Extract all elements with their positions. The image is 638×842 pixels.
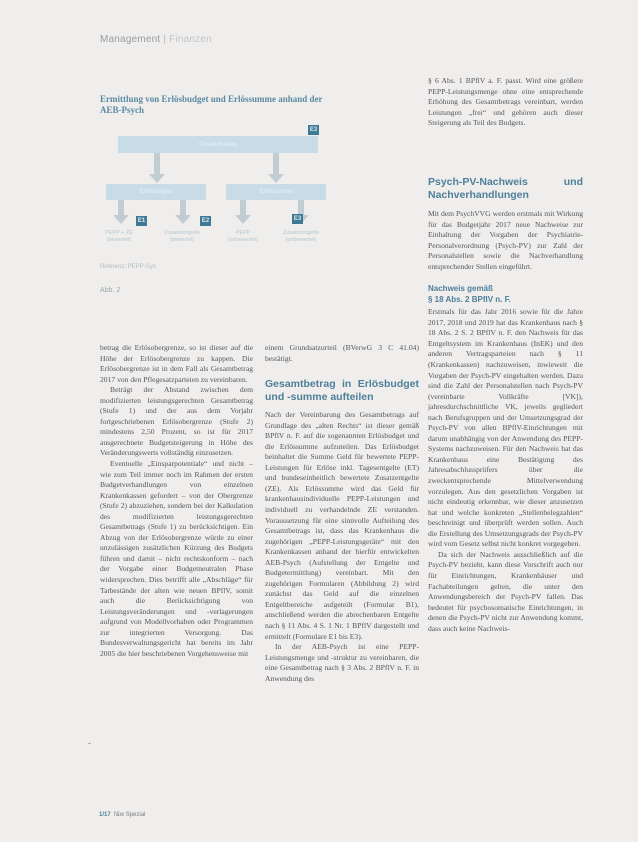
paragraph: Beträgt der Abstand zwischen dem modifizierten leistungsgerechten Gesamtbetrag (Stufe 1) und der aus dem Vorjahr fortgeschriebenen Erlösobergrenze (Stufe 2) mindestens 2,50 Prozent, so ist für 2017 ausgerechnete Budgetsteigerung in Höhe des Veränderungswerts vollständig einzusetzen.	[100, 385, 253, 458]
badge-e2: E2	[201, 218, 210, 224]
column-right	[428, 176, 583, 634]
section-name: Management	[100, 34, 161, 45]
arrow-down-icon	[175, 215, 191, 224]
page-number: 1/17	[99, 812, 111, 818]
arrow-down-icon	[149, 174, 165, 183]
heading-gesamtbetrag: Gesamtbetrag in Erlösbudget und -summe aufteilen	[265, 378, 419, 404]
section-label	[100, 34, 212, 45]
paragraph: Erstmals für das Jahr 2016 sowie für die Jahre 2017, 2018 und 2019 hat das Krankenhaus nach § 18 Abs. 2 S. 2 BPflV n. F. den Nachweis für das Entgeltsystem im Krankenhaus (InEK) und den anderen Vertragsparteien nach § 11 (Krankenkassen) nachzuweisen, inwieweit die Vorgaben der Psych-PV eingehalten werden. Dazu sind die Zahl der Personalstellen nach Psych-PV (vereinbarte Vollkräfte [VK]), jahresdurchschnittliche VK, jeweils gegliedert nach Berufsgruppen und der Umsetzungsgrad der Psych-PV von allen BPflV-Einrichtungen mit darum unabhängig von der Anwendung des PEPP-Systems nachzuweisen. Für den Nachweis hat das Krankenhaus eine Bestätigung des Jahresabschlussprüfers über die zweckentsprechende Mittelverwendung vorzulegen. Aus den gesetzlichen Vorgaben ist nicht eindeutig erkennbar, wie dieser anzusetzen hat und welche konkreten „Stellenbelegzahlen“ beschreinigt und überprüft werden sollen. Auch die Erstellung des Umsetzungsgrads der Psych-PV wird vom Gesetz selbst nicht konkret vorgegeben.	[428, 307, 583, 549]
arrow-stem	[180, 200, 186, 216]
gesamtbetrag-box: Gesamtbetrag	[118, 136, 318, 153]
bottom-label-1: PEPP + ZE (bewertet)	[105, 230, 133, 243]
subheading-paragraph: § 18 Abs. 2 BPflV n. F.	[428, 294, 511, 304]
column-right-top	[428, 76, 583, 129]
column-left	[100, 343, 253, 659]
arrow-down-icon	[235, 215, 251, 224]
figure-legend: Referenz: PEPP-Sys	[100, 264, 156, 270]
paragraph: Da sich der Nachweis ausschließlich auf die Psych-PV bezieht, kann diese Vorschrift auch nur für Einrichtungen, Krankenhäuser und Fachabteilungen gelten, die unter den Anwendungsbereich der Psych-PV fallen. Das bedeutet für psychosomatische Einrichtungen, in denen die Psych-PV nicht zur Anwendung kommt, dass auch keine Nachweis-	[428, 549, 583, 633]
subsection-name: Finanzen	[169, 34, 212, 45]
arrow-stem	[154, 153, 160, 175]
arrow-down-icon	[113, 215, 129, 224]
column-middle	[265, 343, 419, 684]
erloessumme-box: Erlössumme	[226, 184, 326, 200]
subheading-nachweis: Nachweis gemäß	[428, 284, 493, 294]
heading-psych-pv: Psych-PV-Nachweis und Nachverhandlungen	[428, 176, 583, 201]
erloesbudget-box: Erlösbudget	[106, 184, 206, 200]
paragraph: § 6 Abs. 1 BPflV a. F. passt. Wird eine größere PEPP-Leistungsmenge ohne eine entsprechende Erhöhung des Gesamtbetrags vereinbart, werden Leistungen „frei“ und gehören auch dieser Steigerung als Teil des Budgets.	[428, 76, 583, 128]
badge-e3: E3	[293, 216, 302, 222]
arrow-down-icon	[268, 174, 284, 183]
figure-caption: Abb. 2	[100, 287, 121, 294]
journal-name: f&w Spezial	[114, 812, 146, 818]
figure-title: Ermittlung von Erlösbudget und Erlössumme anhand der AEB-Psych	[100, 94, 323, 115]
arrow-stem	[273, 153, 279, 175]
figure-diagram	[100, 122, 330, 272]
bottom-label-3: PEPP (unbewertet)	[227, 230, 259, 243]
paragraph: Eventuelle „Einsparpotentiale“ und nicht – wie zum Teil immer noch im Rahmen der ersten Budgetverhandlungen von einzelnen Krankenkassen gefordert – von der Obergrenze (Stufe 2) abzuziehen, sondern bei der Kalkulation des modifizierten leistungsgerechten Gesamtbetrags (Stufe 1) zu berücksichtigen. Ein Abzug von der Erlösobergrenze würde zu einer unzulässigen zusätzlichen Kürzung des Budgets führen und damit – nicht rechtskonform – nach der Vorgabe einer Budgetneutralen Phase widersprechen. Dies betrifft alle „Abschläge“ für Tatbestände der alten wie neuen BPflV, somit auch die Berücksichtigung von Leistungsveränderungen und -verlagerungen aufgrund von Modellvorhaben oder Programmen zur integrierten Versorgung. Das Bundesverwaltungsgericht hat bereits im Jahr 2005 die hier beschriebenen Vorgehensweise mit	[100, 459, 253, 658]
paragraph: einem Grundsatzurteil (BVerwG 3 C 41.04) bestätigt.	[265, 343, 419, 363]
paragraph: In der AEB-Psych ist eine PEPP-Leistungsmenge und -struktur zu vereinbaren, die eine Gesamtbetrag nach § 3 Abs. 2 BPflV n. F. in Anwendung des	[265, 642, 419, 683]
paragraph: betrag die Erlösobergrenze, so ist dieser auf die Höhe der Erlösobergrenze zu kappen. Die Erlösobergrenze ist in dem Fall als Gesamtbetrag 2017 von den Pflegesatzparteien zu vereinbaren.	[100, 343, 253, 384]
arrow-stem	[240, 200, 246, 216]
margin-mark: -	[88, 738, 91, 748]
arrow-stem	[118, 200, 124, 216]
badge-e1: E1	[137, 218, 146, 224]
page-footer	[99, 812, 145, 818]
badge-top: E3	[309, 127, 318, 133]
paragraph: Nach der Vereinbarung des Gesamtbetrags auf Grundlage des „alten Rechts“ ist dieser gemäß BPflV n. F. auf die sogenannten Erlösbudget und die Erlössumme aufzuteilen. Das Erlösbudget beinhaltet die Summe Geld für bewertete PEPP-Leistungen für Erlöse inkl. Tagesentgelte (ET) und bundeseinheitlich bewertete Zusatzentgelte (ZE). Als Erlössumme wird das Geld für krankenhausindividuelle PEPP-Leistungen und individuell zu verhandelnde ZE verstanden. Voraussetzung für eine sinnvolle Aufteilung des Gesamtbetrags ist, dass das Krankenhaus die zugehörigen „PEPP-Leistungsgeräte“ mit den Krankenkassen anhand der hierfür entwickelten AEB-Psych (Aufstellung der Entgelte und Budgetermittlung) vereinbart. Mit den zugehörigen Formularen (Abbildung 2) wird zunächst das Geld auf die einzelnen Entgeltbereiche aufgeteilt (Formular B1), anschließend werden die abrechenbaren Entgelte nach § 11 Abs. 4 S. 1 Nr. 1 BPflV dargestellt und ermittelt (Formulare E1 bis E3).	[265, 410, 419, 641]
paragraph: Mit dem PsychVVG werden erstmals mit Wirkung für das Budgetjahr 2017 neue Nachweise zur Einhaltung der Vorgaben der Psychiatrie-Personalverordnung (Psych-PV) zur Zahl der Personalstellen sowie die Nachverhandlung entsprechender Stellen eingeführt.	[428, 209, 583, 271]
bottom-label-4: Zusatzentgelte (unbewertet)	[282, 230, 320, 243]
section-separator: |	[163, 34, 167, 45]
bottom-label-2: Zusatzentgelte (bewertet)	[163, 230, 201, 243]
